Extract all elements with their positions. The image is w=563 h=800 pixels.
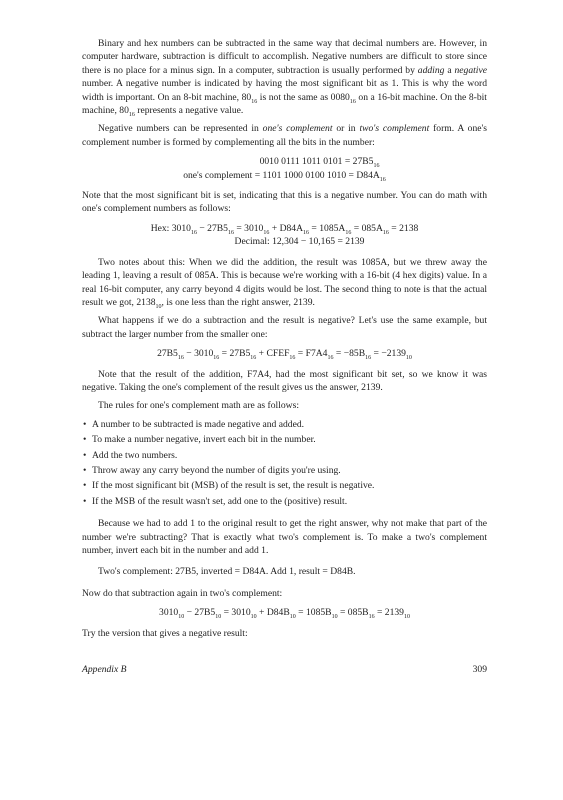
paragraph-negative-result: What happens if we do a subtraction and the result is negative? Let's use the same example, but subtract the larger number from the smaller one: (82, 315, 487, 340)
list-item: • Add the two numbers. (82, 449, 487, 462)
list-item: • If the most significant bit (MSB) of the result is set, the result is negative. (82, 479, 487, 492)
paragraph-rules-intro: The rules for one's complement math are as follows: (98, 400, 300, 412)
paragraph-twos-complement: Because we had to add 1 to the original result to get the right answer, why not make that part of the number we're subtracting? That is exactly what two's complement is. To make a two's complement number, invert each bit in the number and add 1. (82, 518, 487, 556)
list-item: • If the MSB of the result wasn't set, add one to the (positive) result. (82, 495, 487, 508)
list-item: • Throw away any carry beyond the number of digits you're using. (82, 464, 487, 477)
footer-section-label: Appendix B (82, 664, 127, 675)
paragraph-try-negative: Try the version that gives a negative result: (82, 627, 248, 639)
page-footer (82, 664, 487, 675)
paragraph-do-again: Now do that subtraction again in two's complement: (82, 587, 283, 599)
list-item: • To make a number negative, invert each bit in the number. (82, 433, 487, 446)
rules-list (82, 418, 487, 508)
equation-hex-decimal: Hex: $3010_{16} - 27B5_{16} = 3010_{16} + D84A_{16} = 1085A_{16} = 085A_{16} = 2138$ Decimal: 12,304 − 10,165 = 2139 (150, 222, 419, 248)
paragraph-twos-example: Two's complement: 27B5, inverted = D84A. Add 1, result = D84B. (98, 566, 356, 578)
page-number: 309 (472, 664, 487, 675)
equation-ones-complement: 0010 0111 1011 $0101 = 27B5_{16}$ one's complement = 1101 1000 0100 $1010 = D84A_{16}$ (183, 156, 386, 183)
equation-negative-subtraction: $27B5_{16} - 3010_{16} = 27B5_{16}$ + $CFEF_{16} = F7A4_{16} = -85B_{16} = -2139_{10}$ (157, 348, 412, 362)
paragraph-f7a4-note: Note that the result of the addition, F7A4, had the most significant bit set, so we know it was negative. Taking the one's complement of the result gives us the answer, 2139. (82, 368, 487, 393)
paragraph-subtraction-intro: Binary and hex numbers can be subtracted in the same way that decimal numbers are. However, in computer hardware, subtraction is difficult to accomplish. Negative numbers are difficult to store since there is no place for a minus sign. In a computer, subtraction is usually performed by adding a negative number. A negative number is indicated by having the most significant bit as 1. This is why the word width is important. On an 8-bit machine, $80_{16}$ is not the same as $0080_{16}$ on a 16-bit machine. On the 8-bit machine, $80_{16}$ represents a negative value. (82, 38, 487, 118)
paragraph-msb-note: Note that the most significant bit is set, indicating that this is a negative number. You can do math with one's complement numbers as follows: (82, 190, 487, 215)
equation-twos-subtraction: $3010_{10} - 27B5_{10} = 3010_{10} + D84B_{10} = 1085B_{10} = 085B_{16} = 2139_{10}$ (159, 607, 410, 621)
paragraph-two-notes: Two notes about this: When we did the addition, the result was 1085A, but we threw away the leading 1, leaving a result of 085A. This is because we're working with a 16-bit (4 hex digits) value. In a real 16-bit computer, any carry beyond 4 digits would be lost. The second thing to note is that the actual result we got, $2138_{10}$, is one less than the right answer, 2139. (82, 256, 487, 310)
list-item: • A number to be subtracted is made negative and added. (82, 418, 487, 431)
page-body (82, 37, 487, 645)
paragraph-negative-representation: Negative numbers can be represented in one's complement or in two's complement form. A one's complement number is formed by complementing all the bits in the number: (82, 123, 487, 148)
